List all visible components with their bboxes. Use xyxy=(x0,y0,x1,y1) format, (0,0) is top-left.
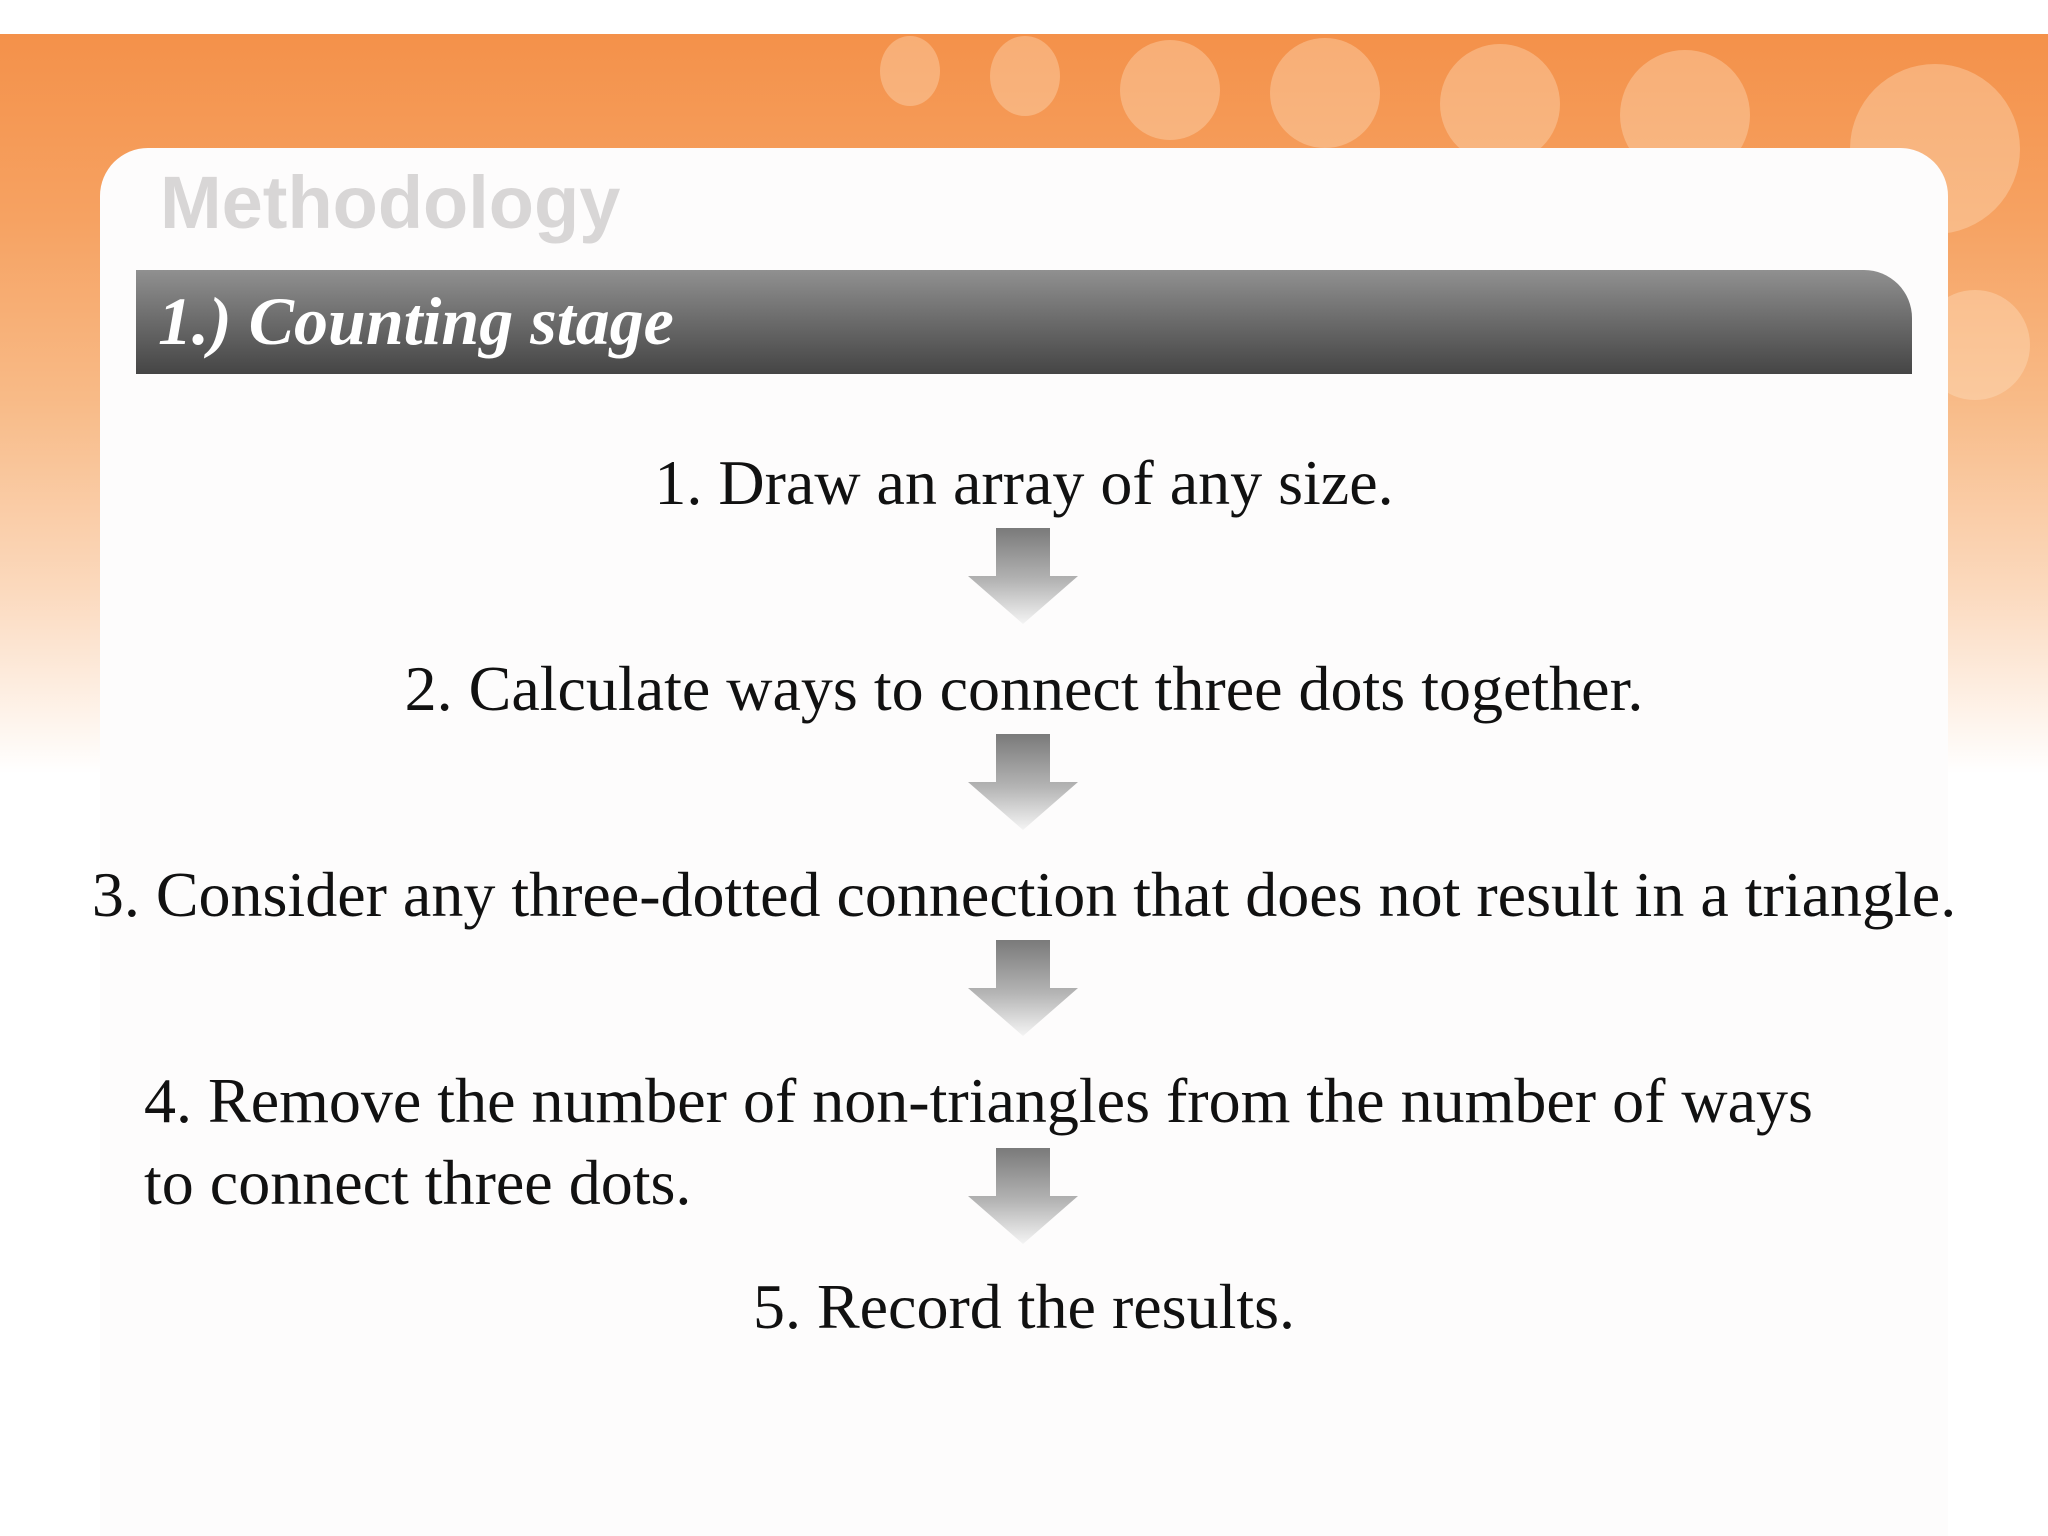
arrow-down-icon xyxy=(968,940,1078,1036)
step-5: 5. Record the results. xyxy=(752,1271,1296,1342)
top-strip xyxy=(0,0,2048,34)
section-title: 1.) Counting stage xyxy=(158,283,674,359)
arrow-down-icon xyxy=(968,734,1078,830)
decor-bubble xyxy=(990,36,1060,116)
step-4-line-2: to connect three dots. xyxy=(144,1147,692,1218)
decor-bubble xyxy=(1440,44,1560,164)
arrow-down-icon xyxy=(968,528,1078,624)
step-2: 2. Calculate ways to connect three dots together. xyxy=(404,653,1644,724)
step-1: 1. Draw an array of any size. xyxy=(654,447,1394,518)
slide-title: Methodology xyxy=(160,161,621,244)
decor-bubble xyxy=(1270,38,1380,148)
step-3: 3. Consider any three-dotted connection that does not result in a triangle. xyxy=(91,859,1957,930)
decor-bubble xyxy=(880,36,940,106)
decor-bubble xyxy=(1120,40,1220,140)
step-4-line-1: 4. Remove the number of non-triangles from the number of ways xyxy=(144,1065,1813,1136)
arrow-down-icon xyxy=(968,1148,1078,1244)
